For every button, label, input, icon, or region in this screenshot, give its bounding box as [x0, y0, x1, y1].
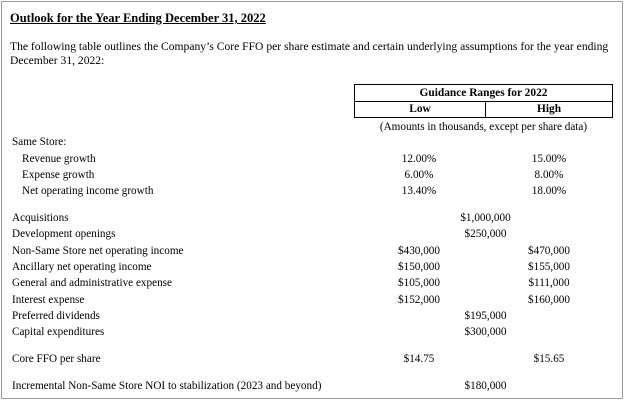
row-label: Capital expenditures [12, 326, 105, 338]
table-row [2, 276, 624, 291]
high-value: $15.65 [533, 353, 565, 365]
high-value: 18.00% [531, 185, 567, 197]
table-row [2, 260, 624, 275]
units-note: (Amounts in thousands, except per share data) [379, 121, 588, 133]
low-value: 12.00% [401, 153, 437, 165]
low-value: $14.75 [403, 353, 435, 365]
row-label: Ancillary net operating income [12, 261, 152, 273]
same-store-label: Same Store: [12, 136, 67, 148]
table-row [2, 244, 624, 259]
table-row [2, 152, 624, 167]
row-label: Development openings [12, 228, 116, 240]
low-value: $152,000 [398, 294, 440, 306]
low-value: 13.40% [401, 185, 437, 197]
table-row [2, 309, 624, 324]
guidance-header-box [354, 84, 613, 118]
low-value: 6.00% [404, 169, 434, 181]
row-label: Acquisitions [12, 212, 69, 224]
high-value: $160,000 [528, 294, 570, 306]
row-label: Net operating income growth [22, 185, 154, 197]
high-column-header: High [536, 103, 562, 115]
high-value: $111,000 [528, 277, 570, 289]
high-value: $470,000 [528, 245, 570, 257]
table-row [2, 211, 624, 226]
row-label: General and administrative expense [12, 277, 172, 289]
row-label: Expense growth [22, 169, 95, 181]
row-label: Core FFO per share [12, 353, 101, 365]
outlook-title: Outlook for the Year Ending December 31, 2022 [10, 11, 266, 25]
row-label: Non-Same Store net operating income [12, 245, 184, 257]
document-frame [1, 1, 623, 399]
single-value: $180,000 [464, 380, 507, 392]
high-value: $155,000 [528, 261, 570, 273]
row-label: Revenue growth [22, 153, 96, 165]
low-column-header: Low [409, 103, 431, 115]
table-row [2, 227, 624, 242]
high-value: 8.00% [534, 169, 564, 181]
table-row [2, 325, 624, 340]
single-value: $250,000 [464, 228, 507, 240]
row-label: Preferred dividends [12, 310, 100, 322]
low-value: $150,000 [398, 261, 440, 273]
single-value: $300,000 [464, 326, 507, 338]
low-value: $430,000 [398, 245, 440, 257]
low-value: $105,000 [398, 277, 440, 289]
table-row [2, 379, 624, 394]
table-row [2, 168, 624, 183]
table-row [2, 352, 624, 367]
same-store-heading-row [2, 135, 624, 150]
intro-paragraph: The following table outlines the Company’s Core FFO per share estimate and certain underlying assumptions for the year ending December 31, 2022: [10, 40, 609, 67]
table-row [2, 293, 624, 308]
row-label: Incremental Non-Same Store NOI to stabilization (2023 and beyond) [12, 380, 322, 392]
single-value: $1,000,000 [460, 212, 511, 224]
header-divider [355, 101, 612, 102]
single-value: $195,000 [464, 310, 507, 322]
table-row [2, 184, 624, 199]
row-label: Interest expense [12, 294, 85, 306]
guidance-title: Guidance Ranges for 2022 [419, 87, 548, 99]
high-value: 15.00% [531, 153, 567, 165]
